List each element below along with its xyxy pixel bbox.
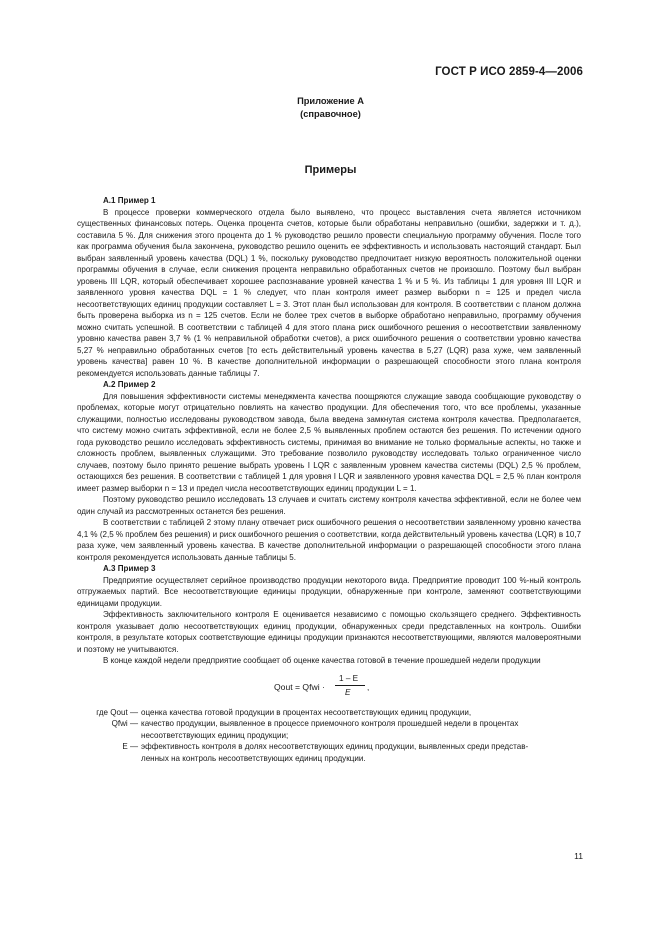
formula-end: , xyxy=(367,682,370,692)
definition-symbol-e: E — xyxy=(122,742,138,751)
example-2-heading: А.2 Пример 2 xyxy=(103,380,156,389)
formula-lhs: Qout = Qfwi · xyxy=(274,681,325,692)
fraction-bar xyxy=(335,685,365,686)
formula-numerator: 1 – E xyxy=(339,673,359,683)
formula-definitions xyxy=(77,707,581,765)
page-number: 11 xyxy=(574,851,583,861)
example-1-heading: А.1 Пример 1 xyxy=(103,196,156,205)
example-2-paragraph-2: Поэтому руководство решило исследовать 13 случаев и считать систему контроля качества эффективной, если не более чем один случай из рассмотренных останется без решения. xyxy=(77,495,581,516)
section-title: Примеры xyxy=(304,164,357,176)
definition-text-line: качество продукции, выявленное в процессе приемочного контроля прошедшей недели в процентах xyxy=(141,719,519,728)
appendix-heading xyxy=(0,95,661,121)
standard-designation: ГОСТ Р ИСО 2859-4—2006 xyxy=(435,66,583,78)
example-2-paragraph-1: Для повышения эффективности системы менеджмента качества поощряются служащие завода сообщающие руководству о проблемах, которые могут отрицательно повлиять на качество продукции. Для обеспечения того, что все проблемы, указанные служащими, полностью исследованы руководством завода, была введена замкнутая система контроля качества. Предполагается, что систему можно считать эффективной, если не более 2,5 % выявленных проблем остаются без решения. По истечении одного года руководство решило исследовать эффективность системы, принимая во внимание не только формальные аспекты, но также и сложность проблем, выявленных служащими. Это требование позволило руководству исследовать только ограниченное число случаев, поэтому было принято решение выбрать уровень I LQR с заявленным уровнем качества системы (DQL) 2,5 % проблем, остающихся без решения. В соответствии с таблицей 1 для уровня I LQR и заявленного уровня качества DQL = 2,5 % план контроля имеет размер выборки n = 13 и предел числа несоответствующих единиц продукции L = 1. xyxy=(77,391,581,493)
example-3-heading: А.3 Пример 3 xyxy=(103,564,156,573)
definition-symbol-qfwi: Qfwi — xyxy=(111,719,138,728)
example-3-paragraph-2: Эффективность заключительного контроля E оценивается независимо с помощью скользящего среднего. Эффективность контроля указывает долю несоответствующих единиц продукции, обнаруженных среди представленных на контроль. Ошибки контроля, в результате которых соответствующие единицы продукции признаются несоответствующими, являются маловероятными и поэтому не учитываются. xyxy=(77,610,581,654)
definition-text-continuation: несоответствующих единиц продукции; xyxy=(141,730,289,740)
formula-denominator: E xyxy=(345,687,351,697)
definition-text xyxy=(141,718,581,741)
quality-formula xyxy=(77,673,581,703)
definition-text-continuation: ленных на контроль несоответствующих единиц продукции. xyxy=(141,753,366,763)
document-body xyxy=(77,193,581,764)
definition-symbol xyxy=(45,707,141,719)
definition-row xyxy=(77,741,581,764)
definition-text xyxy=(141,741,581,764)
example-3-paragraph-1: Предприятие осуществляет серийное производство продукции некоторого вида. Предприятие проводит 100 %-ный контроль отгружаемых партий. Все несоответствующие единицы продукции, обнаруженные при контроле, заменяют соответствующими единицами продукции. xyxy=(77,575,581,608)
definition-text: оценка качества готовой продукции в процентах несоответствующих единиц продукции, xyxy=(141,707,472,717)
example-3-paragraph-3: В конце каждой недели предприятие сообщает об оценке качества готовой в течение прошедшей недели продукции xyxy=(103,656,541,665)
appendix-subtitle: (справочное) xyxy=(300,109,361,119)
definition-text-line: эффективность контроля в долях несоответствующих единиц продукции, выявленных среди представ- xyxy=(141,742,529,751)
appendix-title: Приложение А xyxy=(297,96,364,106)
example-1-paragraph: В процессе проверки коммерческого отдела было выявлено, что процесс выставления счета является источником существенных финансовых потерь. Оценка процента счетов, которые были обработаны неправильно (ошибки, задержки и т. д.), составила 5 %. Для снижения этого процента до 1 % руководство решило провести специальную программу обучения. После того как программа обучения была закончена, руководство решило оценить ее эффективность и использовать настоящий стандарт. Был выбран заявленный уровень качества (DQL) 1 %, поскольку руководство предпочитает низкую вероятность положительной оценки программы обучения в случае, если снижения процента неправильно обработанных счетов не произошло. Поэтому был выбран уровень III LQR, который обеспечивает хорошее распознавание уровней качества 1 % и 5 %. Из таблицы 1 для уровня III LQR и заявленного уровня качества DQL = 1 % следует, что план контроля имеет размер выборки n = 125 и предел числа несоответствующих единиц продукции составляет L = 3. Этот план был использован для контроля. В соответствии с планом должна быть проверена выборка из n = 125 счетов. Если не более трех счетов в выборке обработано неправильно, программу обучения можно считать успешной. В соответствии с таблицей 4 для этого плана риск ошибочного решения о несоответствии заявленному уровню качества равен 3,7 % (1 % неправильной обработки счетов), а риск ошибочного решения о соответствии уровню качества 5,27 % неправильно обработанных счетов [то есть действительный уровень качества в 5,27 (LQR) раза хуже, чем заявленный уровень качества] равен 10 %. В качестве дополнительной информации о разрешающей способности этого плана контроля рекомендуется использовать данные таблицы 7. xyxy=(77,207,581,378)
definition-symbol-qout: Qout — xyxy=(110,707,138,717)
definition-row xyxy=(77,718,581,741)
example-2-paragraph-3: В соответствии с таблицей 2 этому плану отвечает риск ошибочного решения о несоответствии заявленному уровню качества 4,1 % (2,5 % проблем без решения) и риск ошибочного решения о соответствии, когда действительный уровень качества (LQR) в 10,7 раза хуже, чем заявленный уровень качества. В качестве дополнительной информации о разрешающей способности этого плана контроля рекомендуется использовать данные таблицы 5. xyxy=(77,518,582,562)
where-label: где xyxy=(96,707,109,717)
definition-row xyxy=(77,707,581,719)
